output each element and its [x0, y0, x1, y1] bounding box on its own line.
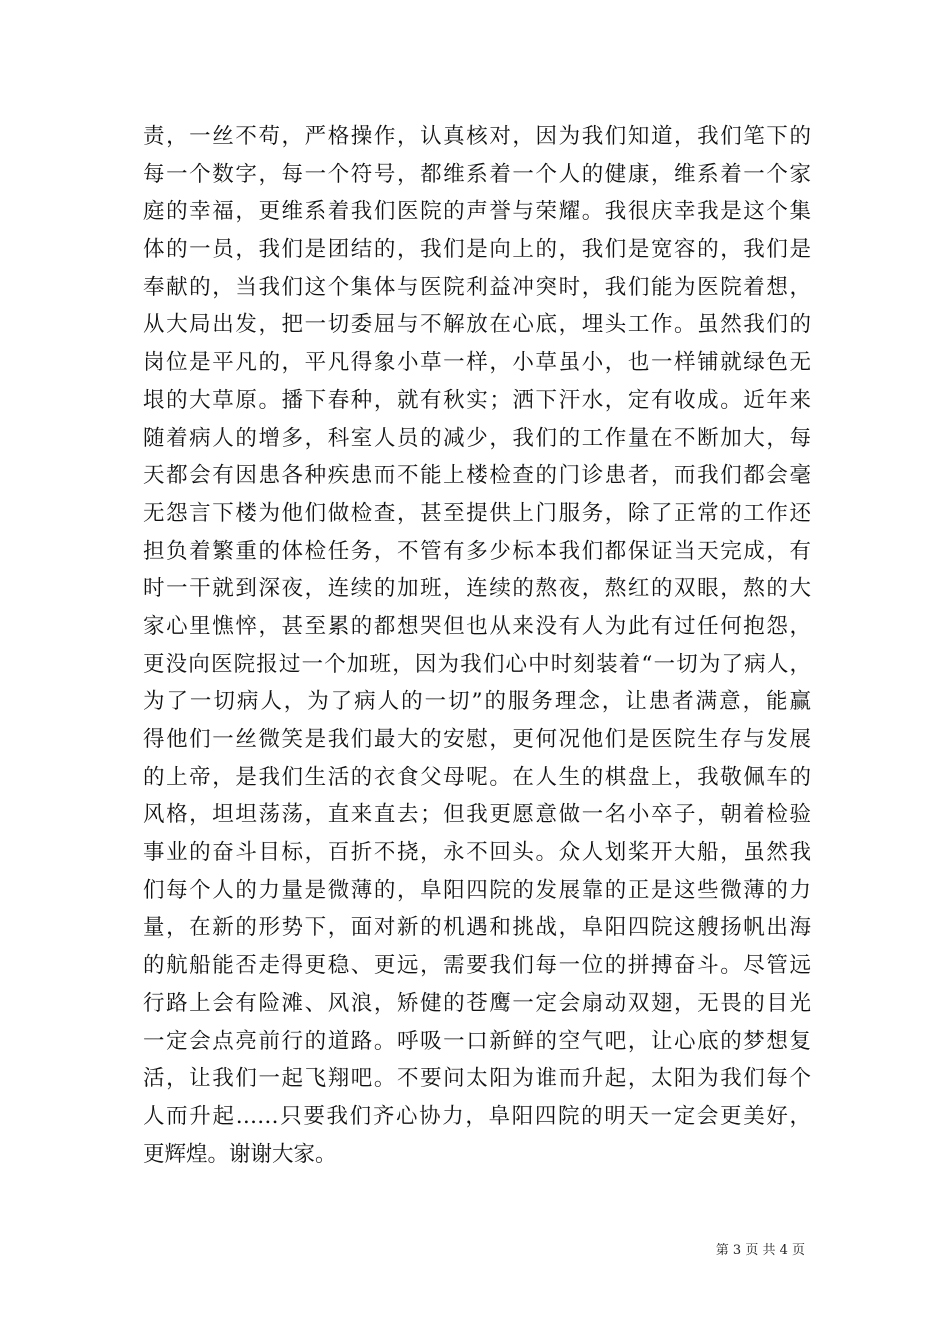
page-number-footer: 第 3 页 共 4 页: [715, 1243, 805, 1258]
paragraph-line: 的上帝，是我们生活的衣食父母呢。在人生的棋盘上，我敬佩车的: [143, 764, 811, 790]
paragraph-line: 风格，坦坦荡荡，直来直去；但我更愿意做一名小卒子，朝着检验: [143, 802, 811, 828]
paragraph-line: 无怨言下楼为他们做检查，甚至提供上门服务，除了正常的工作还: [143, 500, 811, 526]
paragraph-line: 岗位是平凡的，平凡得象小草一样，小草虽小，也一样铺就绿色无: [143, 350, 811, 376]
paragraph-line: 每一个数字，每一个符号，都维系着一个人的健康，维系着一个家: [143, 161, 811, 187]
paragraph-line: 们每个人的力量是微薄的，阜阳四院的发展靠的正是这些微薄的力: [143, 877, 811, 903]
paragraph-line: 行路上会有险滩、风浪，矫健的苍鹰一定会扇动双翅，无畏的目光: [143, 990, 811, 1016]
paragraph-line: 担负着繁重的体检任务，不管有多少标本我们都保证当天完成，有: [143, 538, 811, 564]
paragraph-line: 得他们一丝微笑是我们最大的安慰，更何况他们是医院生存与发展: [143, 727, 811, 752]
paragraph-line: 随着病人的增多，科室人员的减少，我们的工作量在不断加大，每: [143, 425, 811, 451]
paragraph-line: 的航船能否走得更稳、更远，需要我们每一位的拼搏奋斗。尽管远: [143, 953, 811, 979]
paragraph-line: 量，在新的形势下，面对新的机遇和挑战，阜阳四院这艘扬帆出海: [143, 915, 811, 941]
paragraph-line: 时一干就到深夜，连续的加班，连续的熬夜，熬红的双眼，熬的大: [143, 576, 811, 602]
paragraph-line: 人而升起……只要我们齐心协力，阜阳四院的明天一定会更美好，: [143, 1103, 811, 1129]
paragraph-line: 一定会点亮前行的道路。呼吸一口新鲜的空气吧，让心底的梦想复: [143, 1028, 811, 1054]
paragraph-line: 奉献的，当我们这个集体与医院利益冲突时，我们能为医院着想，: [143, 274, 811, 300]
paragraph-line: 从大局出发，把一切委屈与不解放在心底，埋头工作。虽然我们的: [143, 312, 811, 338]
paragraph-line: 庭的幸福，更维系着我们医院的声誉与荣耀。我很庆幸我是这个集: [143, 199, 811, 225]
paragraph-line: 为了一切病人，为了病人的一切”的服务理念，让患者满意，能赢: [143, 689, 811, 715]
document-body: [143, 118, 811, 1173]
paragraph-line: 更没向医院报过一个加班，因为我们心中时刻装着“一切为了病人，: [143, 651, 811, 677]
paragraph-line: 活，让我们一起飞翔吧。不要问太阳为谁而升起，太阳为我们每个: [143, 1066, 811, 1092]
paragraph-line: 天都会有因患各种疾患而不能上楼检查的门诊患者，而我们都会毫: [143, 463, 811, 489]
paragraph-line: 体的一员，我们是团结的，我们是向上的，我们是宽容的，我们是: [143, 237, 811, 263]
paragraph-line: 责，一丝不苟，严格操作，认真核对，因为我们知道，我们笔下的: [143, 124, 811, 149]
paragraph-last-line: 更辉煌。谢谢大家。: [143, 1141, 337, 1167]
paragraph-line: 垠的大草原。播下春种，就有秋实；洒下汗水，定有收成。近年来: [143, 387, 811, 413]
paragraph-line: 家心里憔悴，甚至累的都想哭但也从来没有人为此有过任何抱怨，: [143, 613, 811, 639]
paragraph-line: 事业的奋斗目标，百折不挠，永不回头。众人划桨开大船，虽然我: [143, 840, 811, 866]
